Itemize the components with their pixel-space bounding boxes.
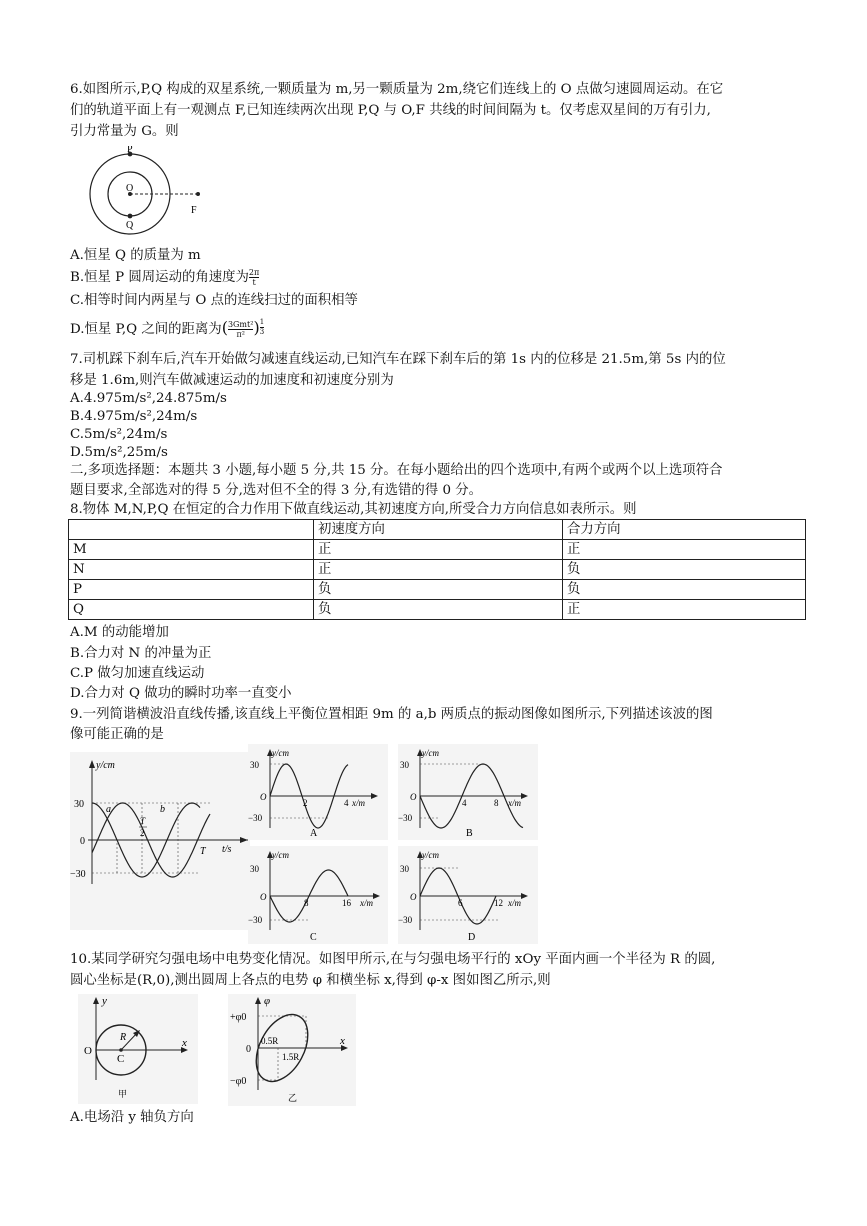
tick-label: 16 xyxy=(342,898,351,908)
tick-label: 30 xyxy=(250,864,259,874)
origin-label: O xyxy=(410,892,417,902)
axis-label-x: x/m xyxy=(508,898,521,908)
q10-stem-line-1: 10.某同学研究匀强电场中电势变化情况。如图甲所示,在与匀强电场平行的 xOy 平面内画一个半径为 R 的圆, xyxy=(70,952,716,967)
axis-label-x: t/s xyxy=(222,844,232,855)
q6-option-b: B.恒星 P 圆周运动的角速度为 $\frac{2\pi}{t}$ xyxy=(70,268,260,287)
tick-label: 6 xyxy=(458,898,463,908)
axis-label-y: y/cm xyxy=(422,748,439,758)
tick-label: −φ0 xyxy=(230,1076,247,1087)
q9-vibration-graph xyxy=(70,752,250,930)
tick-label: 0.5R xyxy=(261,1036,279,1046)
axis-label-phi: φ xyxy=(264,995,271,1007)
tick-label-t2-den: 2 xyxy=(140,828,145,838)
q8-option-a: A.M 的动能增加 xyxy=(70,625,169,640)
graph-caption: D xyxy=(468,932,476,943)
q7-option-c: C.5m/s²,24m/s xyxy=(70,427,168,442)
axis-label-y: y/cm xyxy=(422,850,439,860)
q8-table xyxy=(68,519,806,620)
q6-orbit-figure xyxy=(80,146,220,242)
q9-stem-line-2: 像可能正确的是 xyxy=(70,727,164,742)
q8-option-c: C.P 做匀加速直线运动 xyxy=(70,666,205,681)
table-cell: 正 xyxy=(563,600,806,620)
tick-label: 0 xyxy=(80,836,85,847)
q6-option-c: C.相等时间内两星与 O 点的连线扫过的面积相等 xyxy=(70,293,358,308)
q8-stem: 8.物体 M,N,P,Q 在恒定的合力作用下做直线运动,其初速度方向,所受合力方向信息如表所示。则 xyxy=(70,502,637,517)
tick-label: −30 xyxy=(398,813,413,823)
q7-option-a: A.4.975m/s²,24.875m/s xyxy=(70,391,227,406)
series-label-b: b xyxy=(160,804,165,815)
q6-stem-line-1: 6.如图所示,P,Q 构成的双星系统,一颗质量为 m,另一颗质量为 2m,绕它们连线上的 O 点做匀速圆周运动。在它 xyxy=(70,82,724,97)
figure-caption: 甲 xyxy=(118,1089,128,1099)
tick-label: 8 xyxy=(494,798,499,808)
tick-label-t: T xyxy=(200,846,206,857)
origin-label: O xyxy=(410,792,417,802)
series-label-a: a xyxy=(106,804,111,815)
table-cell: Q xyxy=(69,600,314,620)
origin-label: O xyxy=(260,892,267,902)
tick-label: +φ0 xyxy=(230,1012,247,1023)
section2-line-2: 题目要求,全部选对的得 5 分,选对但不全的得 3 分,有选错的得 0 分。 xyxy=(70,483,483,498)
q9-stem-line-1: 9.一列简谐横波沿直线传播,该直线上平衡位置相距 9m 的 a,b 两质点的振动图像如图所示,下列描述该波的图 xyxy=(70,707,713,722)
table-cell: 正 xyxy=(563,540,806,560)
axis-label-x: x xyxy=(182,1037,187,1049)
tick-label: 4 xyxy=(462,798,467,808)
tick-label: 30 xyxy=(74,799,84,810)
label-p: P xyxy=(127,146,133,155)
table-cell: 正 xyxy=(314,540,563,560)
tick-label: 8 xyxy=(304,898,309,908)
table-header-cell: 合力方向 xyxy=(563,520,806,540)
graph-caption: C xyxy=(310,932,317,943)
table-header-cell xyxy=(69,520,314,540)
q6-option-d: D.恒星 P,Q 之间的距离为( $\frac{\text{3Gmt²}}{\text{π²}}$ ) $\frac{1}{3}$ xyxy=(70,318,265,339)
q10-figure-yi xyxy=(228,994,356,1106)
tick-label: −30 xyxy=(398,915,413,925)
axis-label-x: x/m xyxy=(352,798,365,808)
table-row xyxy=(69,600,806,620)
q9-graph-d xyxy=(398,846,538,944)
label-o: O xyxy=(126,183,134,194)
tick-label: 2 xyxy=(303,798,308,808)
table-cell: 正 xyxy=(314,560,563,580)
tick-label: 30 xyxy=(400,760,409,770)
q7-option-d: D.5m/s²,25m/s xyxy=(70,445,168,460)
axis-label-y: y/cm xyxy=(272,748,289,758)
q9-graph-a xyxy=(248,744,388,840)
q9-graph-b xyxy=(398,744,538,840)
figure-caption: 乙 xyxy=(288,1093,298,1103)
q6-stem-line-2: 们的轨道平面上有一观测点 F,已知连续两次出现 P,Q 与 O,F 共线的时间间隔为 t。仅考虑双星间的万有引力, xyxy=(70,103,711,118)
tick-label: −30 xyxy=(70,869,86,880)
q10-figure-jia xyxy=(78,994,198,1104)
q10-stem-line-2: 圆心坐标是(R,0),测出圆周上各点的电势 φ 和横坐标 x,得到 φ-x 图如图乙所示,则 xyxy=(70,973,551,988)
q7-stem-line-1: 7.司机踩下刹车后,汽车开始做匀减速直线运动,已知汽车在踩下刹车后的第 1s 内的位移是 21.5m,第 5s 内的位 xyxy=(70,352,726,367)
table-row xyxy=(69,580,806,600)
tick-label: 12 xyxy=(494,898,503,908)
table-cell: P xyxy=(69,580,314,600)
q6-option-a: A.恒星 Q 的质量为 m xyxy=(70,248,201,263)
radius-label: R xyxy=(120,1032,127,1043)
table-cell: 负 xyxy=(563,580,806,600)
axis-label-y: y xyxy=(102,995,107,1007)
table-row xyxy=(69,540,806,560)
graph-caption: B xyxy=(466,828,473,839)
table-cell: M xyxy=(69,540,314,560)
q7-option-b: B.4.975m/s²,24m/s xyxy=(70,409,198,424)
q10-option-a: A.电场沿 y 轴负方向 xyxy=(70,1110,194,1125)
section2-line-1: 二,多项选择题：本题共 3 小题,每小题 5 分,共 15 分。在每小题给出的四个选项中,有两个或两个以上选项符合 xyxy=(70,463,723,478)
tick-label: −30 xyxy=(248,915,263,925)
label-f: F xyxy=(191,205,197,216)
tick-label: 0 xyxy=(246,1044,251,1055)
tick-label: 30 xyxy=(250,760,259,770)
axis-label-y: y/cm xyxy=(272,850,289,860)
q8-option-d: D.合力对 Q 做功的瞬时功率一直变小 xyxy=(70,686,292,701)
tick-label: 4 xyxy=(344,798,349,808)
axis-label-x: x/m xyxy=(508,798,521,808)
axis-label-x: x/m xyxy=(360,898,373,908)
table-header-cell: 初速度方向 xyxy=(314,520,563,540)
origin-label: O xyxy=(260,792,267,802)
table-row xyxy=(69,560,806,580)
q7-stem-line-2: 移是 1.6m,则汽车做减速运动的加速度和初速度分别为 xyxy=(70,373,394,388)
graph-caption: A xyxy=(310,828,318,839)
axis-label-y: y/cm xyxy=(96,760,115,771)
center-label: C xyxy=(117,1053,125,1065)
origin-label: O xyxy=(84,1045,92,1057)
tick-label: −30 xyxy=(248,813,263,823)
tick-label: 30 xyxy=(400,864,409,874)
tick-label: 1.5R xyxy=(282,1052,300,1062)
q6-stem-line-3: 引力常量为 G。则 xyxy=(70,124,179,139)
q8-option-b: B.合力对 N 的冲量为正 xyxy=(70,646,212,661)
axis-label-x: x xyxy=(340,1035,345,1047)
table-cell: 负 xyxy=(314,600,563,620)
table-header-row xyxy=(69,520,806,540)
tick-label-t2-num: T xyxy=(140,816,146,826)
label-q: Q xyxy=(126,220,134,231)
q9-graph-c xyxy=(248,846,388,944)
table-cell: N xyxy=(69,560,314,580)
table-cell: 负 xyxy=(314,580,563,600)
table-cell: 负 xyxy=(563,560,806,580)
